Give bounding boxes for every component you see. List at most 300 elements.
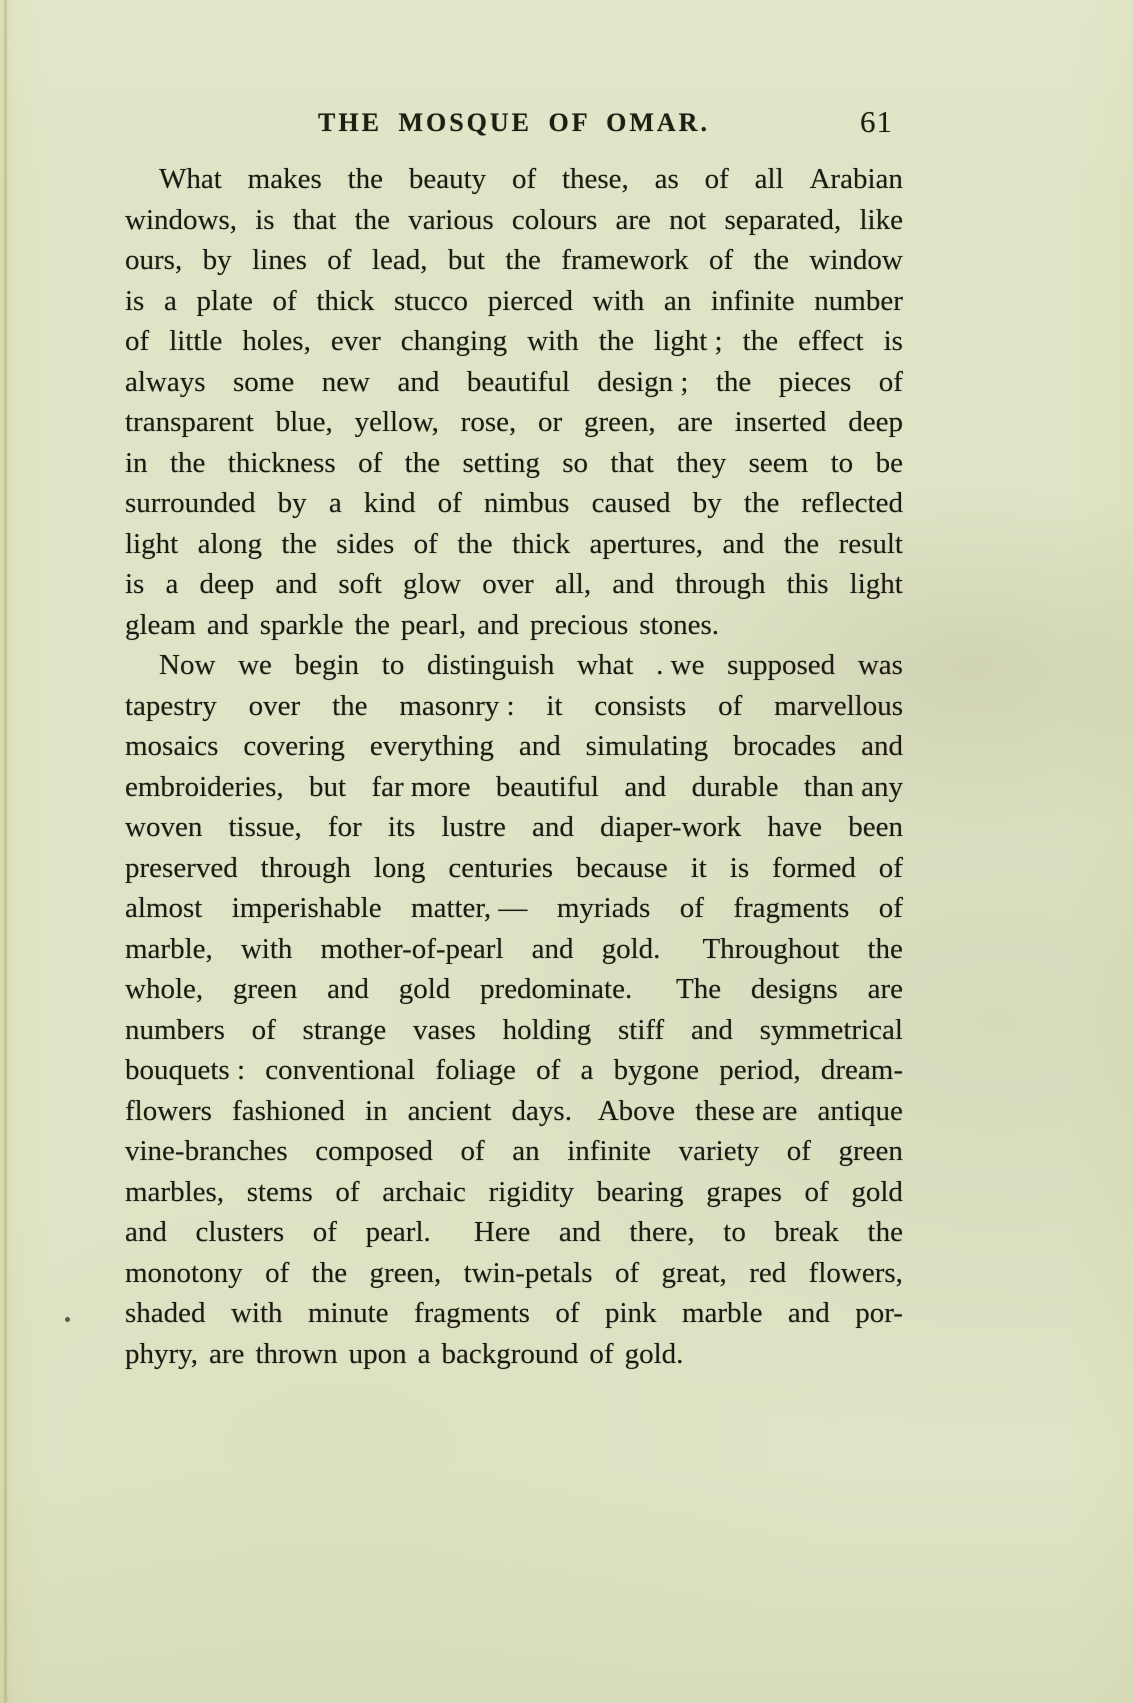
word: number <box>814 284 903 317</box>
word: supposed <box>727 649 836 681</box>
word: and <box>532 811 574 843</box>
text-block <box>125 163 903 1378</box>
word: of <box>718 689 743 722</box>
word: separated, <box>724 203 842 236</box>
word: rigidity <box>488 1175 574 1208</box>
word: and <box>558 1216 601 1248</box>
word: to <box>723 1216 746 1248</box>
text-line <box>125 163 903 204</box>
word: thick <box>316 284 375 317</box>
text-line <box>125 1054 903 1095</box>
text-line <box>125 528 903 569</box>
word: almost <box>125 892 203 924</box>
word: holding <box>502 1013 592 1046</box>
text-line <box>125 204 903 245</box>
word: it <box>546 689 563 722</box>
word: begin <box>294 649 360 681</box>
word: so <box>562 446 589 479</box>
word: new <box>321 365 371 398</box>
word: the <box>753 244 789 276</box>
word: over <box>248 689 301 722</box>
word: the <box>169 446 206 479</box>
word: inserted <box>734 406 827 438</box>
word: deep <box>848 406 903 438</box>
word: with <box>240 932 293 965</box>
word: flowers, <box>808 1256 903 1289</box>
word: changing <box>400 325 508 357</box>
word: as <box>654 163 679 195</box>
word: ancient <box>407 1094 492 1127</box>
word: of <box>327 244 352 276</box>
word: pearl. <box>365 1216 431 1248</box>
word: of <box>878 365 903 398</box>
word: thrown <box>255 1337 338 1370</box>
text-line <box>125 447 903 488</box>
word: the <box>598 325 635 357</box>
word: not <box>669 203 707 236</box>
word: are <box>209 1337 245 1370</box>
word: by <box>202 244 232 276</box>
word: been <box>848 811 903 843</box>
word: beautiful <box>466 365 570 398</box>
word: clusters <box>195 1216 285 1248</box>
word: the <box>311 1256 348 1289</box>
word: and <box>722 527 765 560</box>
word: light <box>125 527 179 560</box>
word: deep <box>199 568 255 600</box>
word: embroideries, <box>125 770 284 803</box>
word: days. <box>511 1094 572 1127</box>
word: light ; <box>654 325 723 357</box>
word: lustre <box>441 811 506 843</box>
word: stucco <box>393 284 469 317</box>
word: break <box>774 1216 839 1248</box>
word: or <box>538 406 563 438</box>
word: a <box>163 284 177 317</box>
word: the <box>332 689 368 722</box>
word: the <box>743 487 780 519</box>
word: gleam <box>125 608 196 641</box>
text-line <box>125 973 903 1014</box>
text-line <box>125 690 903 731</box>
page-number: 61 <box>860 104 893 139</box>
word: stones. <box>639 608 720 641</box>
word: centuries <box>448 851 554 884</box>
word: gold <box>851 1175 903 1208</box>
text-line <box>125 1176 903 1217</box>
word: a <box>580 1054 594 1086</box>
word: masonry : <box>399 689 515 722</box>
word: thick <box>512 527 571 560</box>
running-head-title: THE MOSQUE OF OMAR. <box>318 108 710 137</box>
word: matter, — <box>411 892 528 924</box>
word: foliage <box>435 1054 516 1086</box>
word: of <box>511 163 537 195</box>
word: are <box>677 406 713 438</box>
word: but <box>309 770 347 803</box>
word: beauty <box>408 163 487 195</box>
paragraph <box>125 649 903 1378</box>
word: the <box>505 244 541 276</box>
word: to <box>830 446 854 479</box>
text-line <box>125 1338 903 1379</box>
word: of <box>786 1135 811 1167</box>
word: grapes <box>706 1175 782 1208</box>
word: all, <box>554 568 592 600</box>
word: lines <box>252 244 307 276</box>
word: designs <box>750 973 838 1005</box>
word: all <box>754 163 784 195</box>
word: sides <box>336 527 395 560</box>
word: mosaics <box>125 730 219 762</box>
word: Above <box>592 1094 676 1127</box>
word: conventional <box>265 1054 416 1086</box>
word: yellow, <box>354 406 439 438</box>
word: whole, <box>125 973 204 1005</box>
word: and <box>612 568 655 600</box>
text-line <box>125 244 903 285</box>
word: it <box>690 851 707 884</box>
word: in <box>125 446 148 479</box>
word: is <box>125 284 145 317</box>
text-line <box>125 487 903 528</box>
word: seem <box>748 446 809 479</box>
text-line <box>125 771 903 812</box>
word: these are <box>695 1094 798 1127</box>
word: and <box>787 1297 830 1329</box>
word: of <box>878 892 903 924</box>
word: of <box>251 1013 276 1046</box>
word: green, <box>583 406 656 438</box>
word: rose, <box>460 406 517 438</box>
word: green <box>232 973 298 1005</box>
word: fragments <box>733 892 850 924</box>
word: setting <box>462 446 540 479</box>
word: of <box>460 1135 485 1167</box>
word: like <box>859 203 903 236</box>
word: they <box>676 446 727 479</box>
word: monotony <box>125 1256 243 1289</box>
word: of <box>679 892 704 924</box>
word: by <box>692 487 722 519</box>
word: pearl, <box>400 608 467 641</box>
word: precious <box>530 608 629 641</box>
word: window <box>809 244 903 276</box>
page-header <box>125 104 903 148</box>
word: through <box>260 851 351 884</box>
word: and <box>327 973 369 1005</box>
word: of <box>878 851 903 884</box>
word: lead, <box>371 244 428 276</box>
word: and <box>397 365 440 398</box>
word: and <box>531 932 574 965</box>
word: gold. <box>624 1337 684 1370</box>
word: is <box>125 568 145 600</box>
word: always <box>125 365 206 398</box>
word: symmetrical <box>759 1013 903 1046</box>
word: blue, <box>275 406 333 438</box>
word: with <box>592 284 645 317</box>
text-line <box>125 649 903 690</box>
word: with <box>230 1297 283 1329</box>
word: by <box>277 487 307 519</box>
word: ours, <box>125 244 183 276</box>
word: we <box>238 649 272 681</box>
word: is <box>255 203 275 236</box>
word: What <box>159 163 222 195</box>
word: bearing <box>596 1175 684 1208</box>
text-line <box>125 730 903 771</box>
word: a <box>165 568 179 600</box>
word: of <box>272 284 297 317</box>
word: that <box>292 203 337 236</box>
word: surrounded <box>125 487 256 519</box>
word: over <box>482 568 534 600</box>
word: durable <box>691 770 779 803</box>
word: stems <box>246 1175 313 1208</box>
word: imperishable <box>231 892 382 924</box>
word: apertures, <box>589 527 704 560</box>
word: the <box>457 527 493 560</box>
word: and <box>477 608 520 641</box>
word: the <box>715 365 752 398</box>
word: of <box>704 163 729 195</box>
word: the <box>783 527 820 560</box>
word: colours <box>511 203 598 236</box>
text-line <box>125 892 903 933</box>
word: reflected <box>801 487 903 519</box>
word: numbers <box>125 1013 225 1046</box>
word: covering <box>243 730 345 762</box>
word: and <box>861 730 903 762</box>
page-crease-line <box>4 0 7 1703</box>
word: consists <box>594 689 687 722</box>
word: strange <box>302 1013 387 1046</box>
word: fragments <box>413 1297 530 1329</box>
word: Throughout <box>688 932 840 965</box>
word: background <box>441 1337 579 1370</box>
ink-speck <box>65 1317 70 1322</box>
word: a <box>328 487 342 519</box>
word: The <box>662 973 722 1005</box>
word: what <box>577 649 634 681</box>
word: for <box>327 811 362 843</box>
word: the <box>404 446 441 479</box>
word: these, <box>561 163 629 195</box>
word: vine-branches <box>125 1135 288 1167</box>
word: pink <box>604 1297 657 1329</box>
word: flowers <box>125 1094 212 1127</box>
word: variety <box>678 1135 760 1167</box>
word: stiff <box>618 1013 665 1046</box>
text-line <box>125 1135 903 1176</box>
word: soft <box>338 568 382 600</box>
word: the <box>347 163 383 195</box>
text-line <box>125 1297 903 1338</box>
word: minute <box>307 1297 389 1329</box>
word: and <box>518 730 561 762</box>
word: distinguish <box>427 649 555 681</box>
word: of <box>589 1337 614 1370</box>
word: the <box>867 932 903 965</box>
word: have <box>767 811 823 843</box>
word: composed <box>315 1135 433 1167</box>
word: woven <box>125 811 203 843</box>
word: holes, <box>242 325 311 357</box>
word: windows, <box>125 203 237 236</box>
word: makes <box>247 163 322 195</box>
word: the <box>742 325 779 357</box>
word: along <box>197 527 263 560</box>
word: of <box>708 244 734 276</box>
text-line <box>125 406 903 447</box>
word: of <box>413 527 438 560</box>
word: and <box>275 568 318 600</box>
word: of <box>437 487 462 519</box>
word: thickness <box>227 446 336 479</box>
word: transparent <box>125 406 254 438</box>
word: infinite <box>710 284 795 317</box>
word: mother-of-pearl <box>320 932 504 965</box>
word: preserved <box>125 851 238 884</box>
word: ever <box>330 325 381 357</box>
word: and <box>690 1013 733 1046</box>
word: in <box>364 1094 388 1127</box>
word: than any <box>803 770 903 803</box>
word: red <box>749 1256 787 1289</box>
word: brocades <box>733 730 837 762</box>
word: tissue, <box>228 811 302 843</box>
word: and <box>125 1216 167 1248</box>
word: gold. <box>601 932 661 965</box>
word: was <box>857 649 903 681</box>
word: the <box>354 203 391 236</box>
word: is <box>883 325 903 357</box>
word: and <box>624 770 667 803</box>
word: predominate. <box>480 973 633 1005</box>
word: of <box>614 1256 640 1289</box>
word: everything <box>369 730 494 762</box>
word: of <box>555 1297 580 1329</box>
word: sparkle <box>259 608 344 641</box>
word: framework <box>561 244 689 276</box>
word: kind <box>363 487 416 519</box>
word: diaper-work <box>600 811 742 843</box>
word: upon <box>348 1337 407 1370</box>
text-line <box>125 852 903 893</box>
text-line <box>125 1257 903 1298</box>
word: design ; <box>597 365 689 398</box>
word: far more <box>371 770 471 803</box>
word: a <box>417 1337 431 1370</box>
word: of <box>536 1054 561 1086</box>
word: caused <box>591 487 671 519</box>
word: tapestry <box>125 689 217 722</box>
word: marbles, <box>125 1175 225 1208</box>
word: marble, <box>125 932 213 965</box>
word: Here <box>459 1216 531 1248</box>
word: archaic <box>382 1175 466 1208</box>
word: fashioned <box>232 1094 345 1127</box>
word: the <box>281 527 317 560</box>
word: through <box>675 568 766 600</box>
word: great, <box>661 1256 727 1289</box>
word: shaded <box>125 1297 206 1329</box>
word: some <box>233 365 295 398</box>
word: but <box>447 244 485 276</box>
word: little <box>169 325 223 357</box>
text-line <box>125 933 903 974</box>
word: formed <box>772 851 856 884</box>
word: gold <box>398 973 451 1005</box>
word: green, <box>369 1256 442 1289</box>
word: dream- <box>820 1054 903 1086</box>
word: of <box>335 1175 360 1208</box>
word: are <box>615 203 651 236</box>
text-line <box>125 285 903 326</box>
paragraph <box>125 163 903 649</box>
word: and <box>206 608 249 641</box>
text-line <box>125 366 903 407</box>
word: because <box>575 851 668 884</box>
word: period, <box>719 1054 801 1086</box>
word: Arabian <box>809 163 903 195</box>
word: various <box>408 203 494 236</box>
word: marvellous <box>774 689 903 722</box>
word: Now <box>159 649 216 681</box>
word: of <box>265 1256 290 1289</box>
word: an <box>663 284 692 317</box>
word: there, <box>629 1216 695 1248</box>
text-line <box>125 325 903 366</box>
word: result <box>838 527 903 560</box>
word: that <box>610 446 654 479</box>
word: its <box>387 811 416 843</box>
word: to <box>381 649 405 681</box>
word: effect <box>798 325 864 357</box>
word: infinite <box>567 1135 651 1167</box>
word: be <box>875 446 903 479</box>
word: this <box>786 568 829 600</box>
text-line <box>125 1095 903 1136</box>
word: of <box>312 1216 337 1248</box>
word: pieces <box>778 365 852 398</box>
word: beautiful <box>495 770 599 803</box>
word: of <box>125 325 150 357</box>
word: an <box>512 1135 540 1167</box>
word: are <box>867 973 903 1005</box>
word: of <box>804 1175 829 1208</box>
word: the <box>354 608 390 641</box>
word: of <box>358 446 383 479</box>
text-line <box>125 1014 903 1055</box>
word: the <box>867 1216 903 1248</box>
word: twin-petals <box>463 1256 593 1289</box>
word: pierced <box>487 284 574 317</box>
word: por- <box>855 1297 903 1329</box>
word: glow <box>403 568 462 600</box>
text-line <box>125 1216 903 1257</box>
word: green <box>838 1135 903 1167</box>
word: vases <box>413 1013 476 1046</box>
word: marble <box>681 1297 763 1329</box>
word: nimbus <box>484 487 570 519</box>
word: is <box>729 851 750 884</box>
word: bygone <box>613 1054 700 1086</box>
text-line <box>125 811 903 852</box>
word: simulating <box>585 730 709 762</box>
word: antique <box>817 1094 903 1127</box>
